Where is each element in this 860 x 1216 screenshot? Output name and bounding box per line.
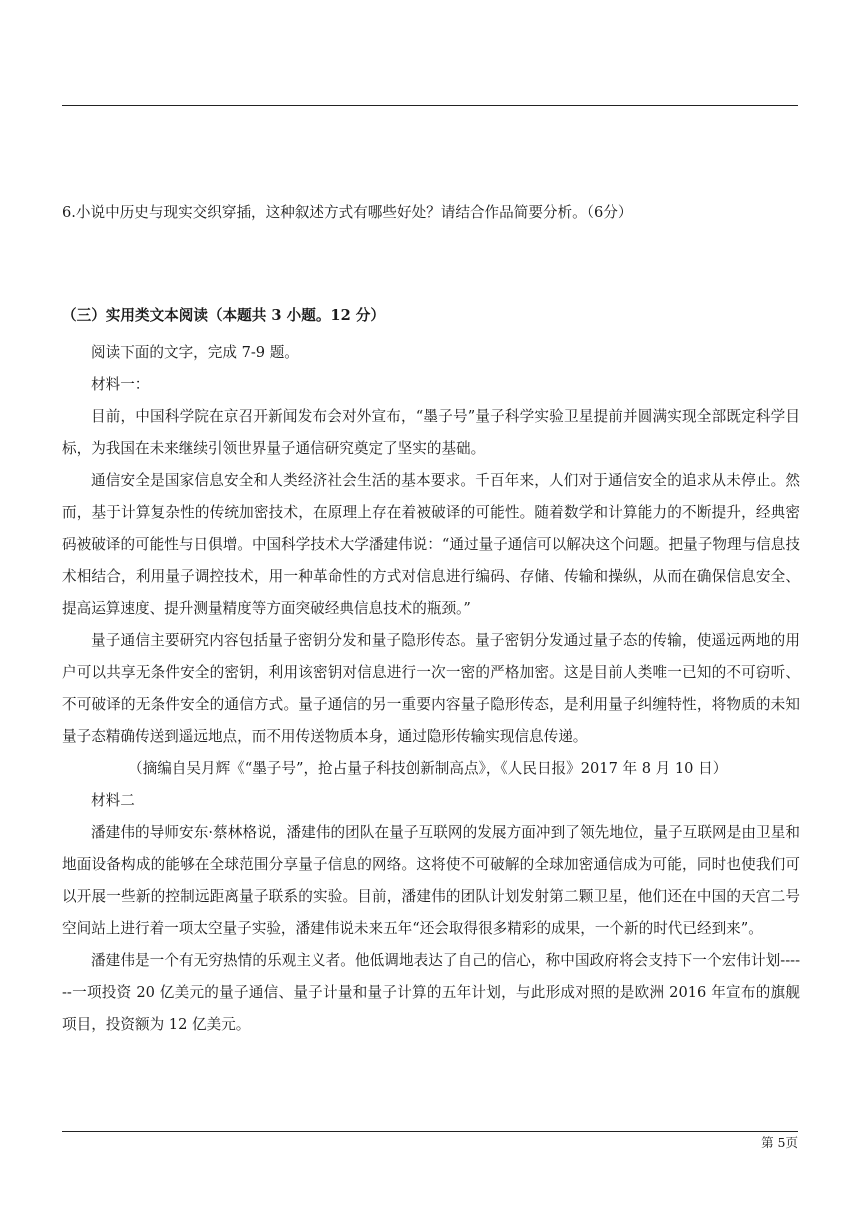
material-one-source: （摘编自吴月辉《“墨子号”，抢占量子科技创新制高点》，《人民日报》2017 年 8 月 10 日） (128, 760, 728, 777)
material-one-paragraph: 目前，中国科学院在京召开新闻发布会对外宣布，“墨子号”量子科学实验卫星提前并圆满实现全部既定科学目标，为我国在未来继续引领世界量子通信研究奠定了坚实的基础。 (62, 408, 800, 457)
material-two-paragraph: 潘建伟是一个有无穷热情的乐观主义者。他低调地表达了自己的信心，称中国政府将会支持下一个宏伟计划------一项投资 20 亿美元的量子通信、量子计量和量子计算的五年计划，与此形成对照的是欧洲 2016 年宣布的旗舰项目，投资额为 12 亿美元。 (62, 952, 800, 1033)
material-two-paragraph: 潘建伟的导师安东·蔡林格说，潘建伟的团队在量子互联网的发展方面冲到了领先地位，量子互联网是由卫星和地面设备构成的能够在全球范围分享量子信息的网络。这将使不可破解的全球加密通信成为可能，同时也使我们可以开展一些新的控制远距离量子联系的实验。目前，潘建伟的团队计划发射第二颗卫星，他们还在中国的天宫二号空间站上进行着一项太空量子实验，潘建伟说未来五年“还会取得很多精彩的成果，一个新的时代已经到来”。 (62, 824, 800, 937)
page-number: 第 5页 (761, 1135, 798, 1150)
header-rule (62, 105, 798, 106)
material-two-label: 材料二 (91, 792, 135, 809)
question-6: 6.小说中历史与现实交织穿插，这种叙述方式有哪些好处？请结合作品简要分析。（6分） (62, 204, 633, 221)
reading-passage (62, 337, 800, 1041)
material-one-paragraph: 量子通信主要研究内容包括量子密钥分发和量子隐形传态。量子密钥分发通过量子态的传输，使遥远两地的用户可以共享无条件安全的密钥，利用该密钥对信息进行一次一密的严格加密。这是目前人类唯一已知的不可窃听、不可破译的无条件安全的通信方式。量子通信的另一重要内容量子隐形传态，是利用量子纠缠特性，将物质的未知量子态精确传送到遥远地点，而不用传送物质本身，通过隐形传输实现信息传递。 (62, 632, 800, 745)
footer-rule (62, 1131, 798, 1132)
material-one-label: 材料一： (91, 376, 150, 393)
section-heading: （三）实用类文本阅读（本题共 3 小题。12 分） (62, 307, 385, 324)
material-one-paragraph: 通信安全是国家信息安全和人类经济社会生活的基本要求。千百年来，人们对于通信安全的追求从未停止。然而，基于计算复杂性的传统加密技术，在原理上存在着被破译的可能性。随着数学和计算能力的不断提升，经典密码被破译的可能性与日俱增。中国科学技术大学潘建伟说：“通过量子通信可以解决这个问题。把量子物理与信息技术相结合，利用量子调控技术，用一种革命性的方式对信息进行编码、存储、传输和操纵，从而在确保信息安全、提高运算速度、提升测量精度等方面突破经典信息技术的瓶颈。” (62, 472, 800, 617)
reading-instruction: 阅读下面的文字，完成 7-9 题。 (91, 344, 299, 361)
